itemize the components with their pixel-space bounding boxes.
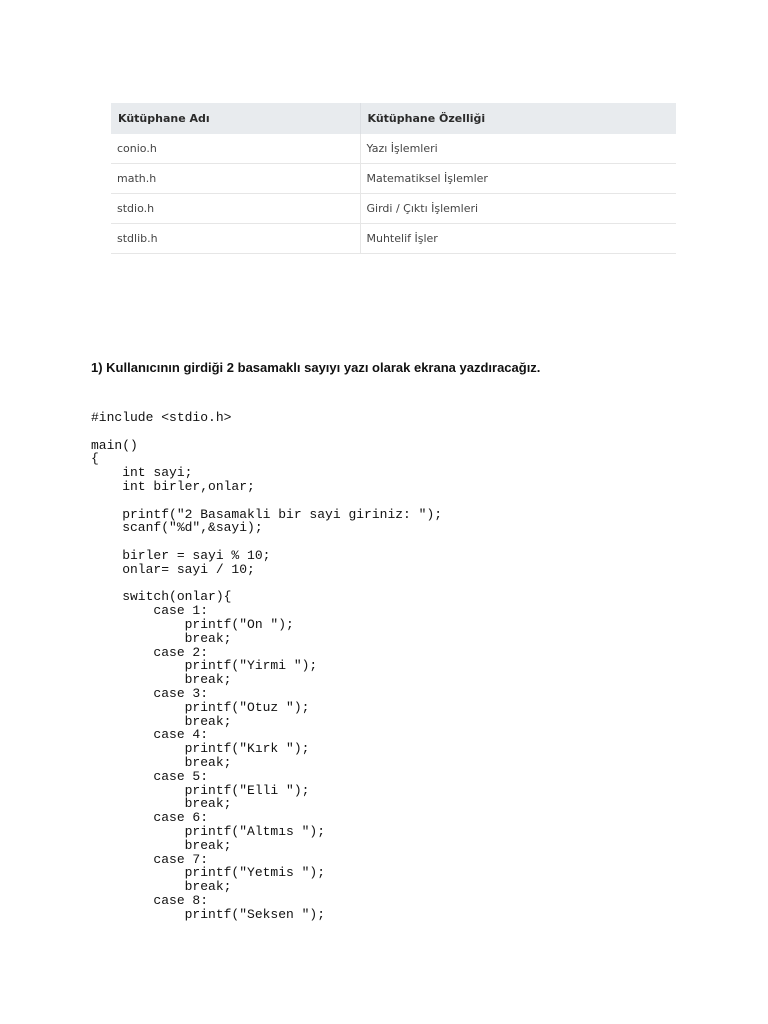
question-heading: 1) Kullanıcının girdiği 2 basamaklı sayıyı yazı olarak ekrana yazdıracağız. xyxy=(91,360,541,375)
code-line: printf("Otuz "); xyxy=(91,699,310,715)
code-line: case 3: xyxy=(91,685,209,701)
code-line xyxy=(91,425,442,439)
cell-library-feature: Muhtelif İşler xyxy=(360,224,676,254)
cell-library-feature: Girdi / Çıktı İşlemleri xyxy=(360,194,676,224)
code-line: case 5: xyxy=(91,768,209,784)
code-line xyxy=(91,494,442,508)
library-table xyxy=(111,103,676,254)
cell-library-name: stdlib.h xyxy=(111,224,360,254)
code-line: printf("Elli "); xyxy=(91,782,310,798)
code-line: break; xyxy=(91,879,232,895)
code-line: break; xyxy=(91,630,232,646)
code-line: int sayi; xyxy=(91,465,193,481)
table-row xyxy=(111,224,676,254)
code-block xyxy=(91,411,442,921)
code-line: case 6: xyxy=(91,810,209,826)
code-line: break; xyxy=(91,672,232,688)
code-line: int birler,onlar; xyxy=(91,478,255,494)
code-line: case 1: xyxy=(91,603,209,619)
table-header-row xyxy=(111,103,676,134)
code-line: break; xyxy=(91,713,232,729)
code-line: printf("On "); xyxy=(91,616,294,632)
code-line xyxy=(91,535,442,549)
code-line: scanf("%d",&sayi); xyxy=(91,520,263,536)
code-line: case 7: xyxy=(91,851,209,867)
cell-library-name: math.h xyxy=(111,164,360,194)
table-row xyxy=(111,134,676,164)
code-line: printf("2 Basamakli bir sayi giriniz: "); xyxy=(91,506,443,522)
code-line: printf("Yetmis "); xyxy=(91,865,326,881)
table-row xyxy=(111,194,676,224)
code-line: printf("Altmıs "); xyxy=(91,823,326,839)
cell-library-name: conio.h xyxy=(111,134,360,164)
header-library-name: Kütüphane Adı xyxy=(111,103,360,134)
code-line: birler = sayi % 10; xyxy=(91,547,271,563)
code-line: onlar= sayi / 10; xyxy=(91,561,255,577)
code-line: #include <stdio.h> xyxy=(91,410,232,425)
code-line: main() xyxy=(91,437,138,453)
cell-library-feature: Yazı İşlemleri xyxy=(360,134,676,164)
code-line xyxy=(91,577,442,591)
cell-library-feature: Matematiksel İşlemler xyxy=(360,164,676,194)
cell-library-name: stdio.h xyxy=(111,194,360,224)
code-line: printf("Kırk "); xyxy=(91,741,310,757)
code-line: { xyxy=(91,451,99,467)
header-library-feature: Kütüphane Özelliği xyxy=(360,103,676,134)
code-line: break; xyxy=(91,837,232,853)
code-line: case 8: xyxy=(91,892,209,908)
code-line: break; xyxy=(91,754,232,770)
code-line: case 4: xyxy=(91,727,209,743)
code-line: case 2: xyxy=(91,644,209,660)
table-row xyxy=(111,164,676,194)
code-line: printf("Seksen "); xyxy=(91,906,326,922)
code-line: switch(onlar){ xyxy=(91,589,232,605)
code-line: printf("Yirmi "); xyxy=(91,658,318,674)
code-line: break; xyxy=(91,796,232,812)
